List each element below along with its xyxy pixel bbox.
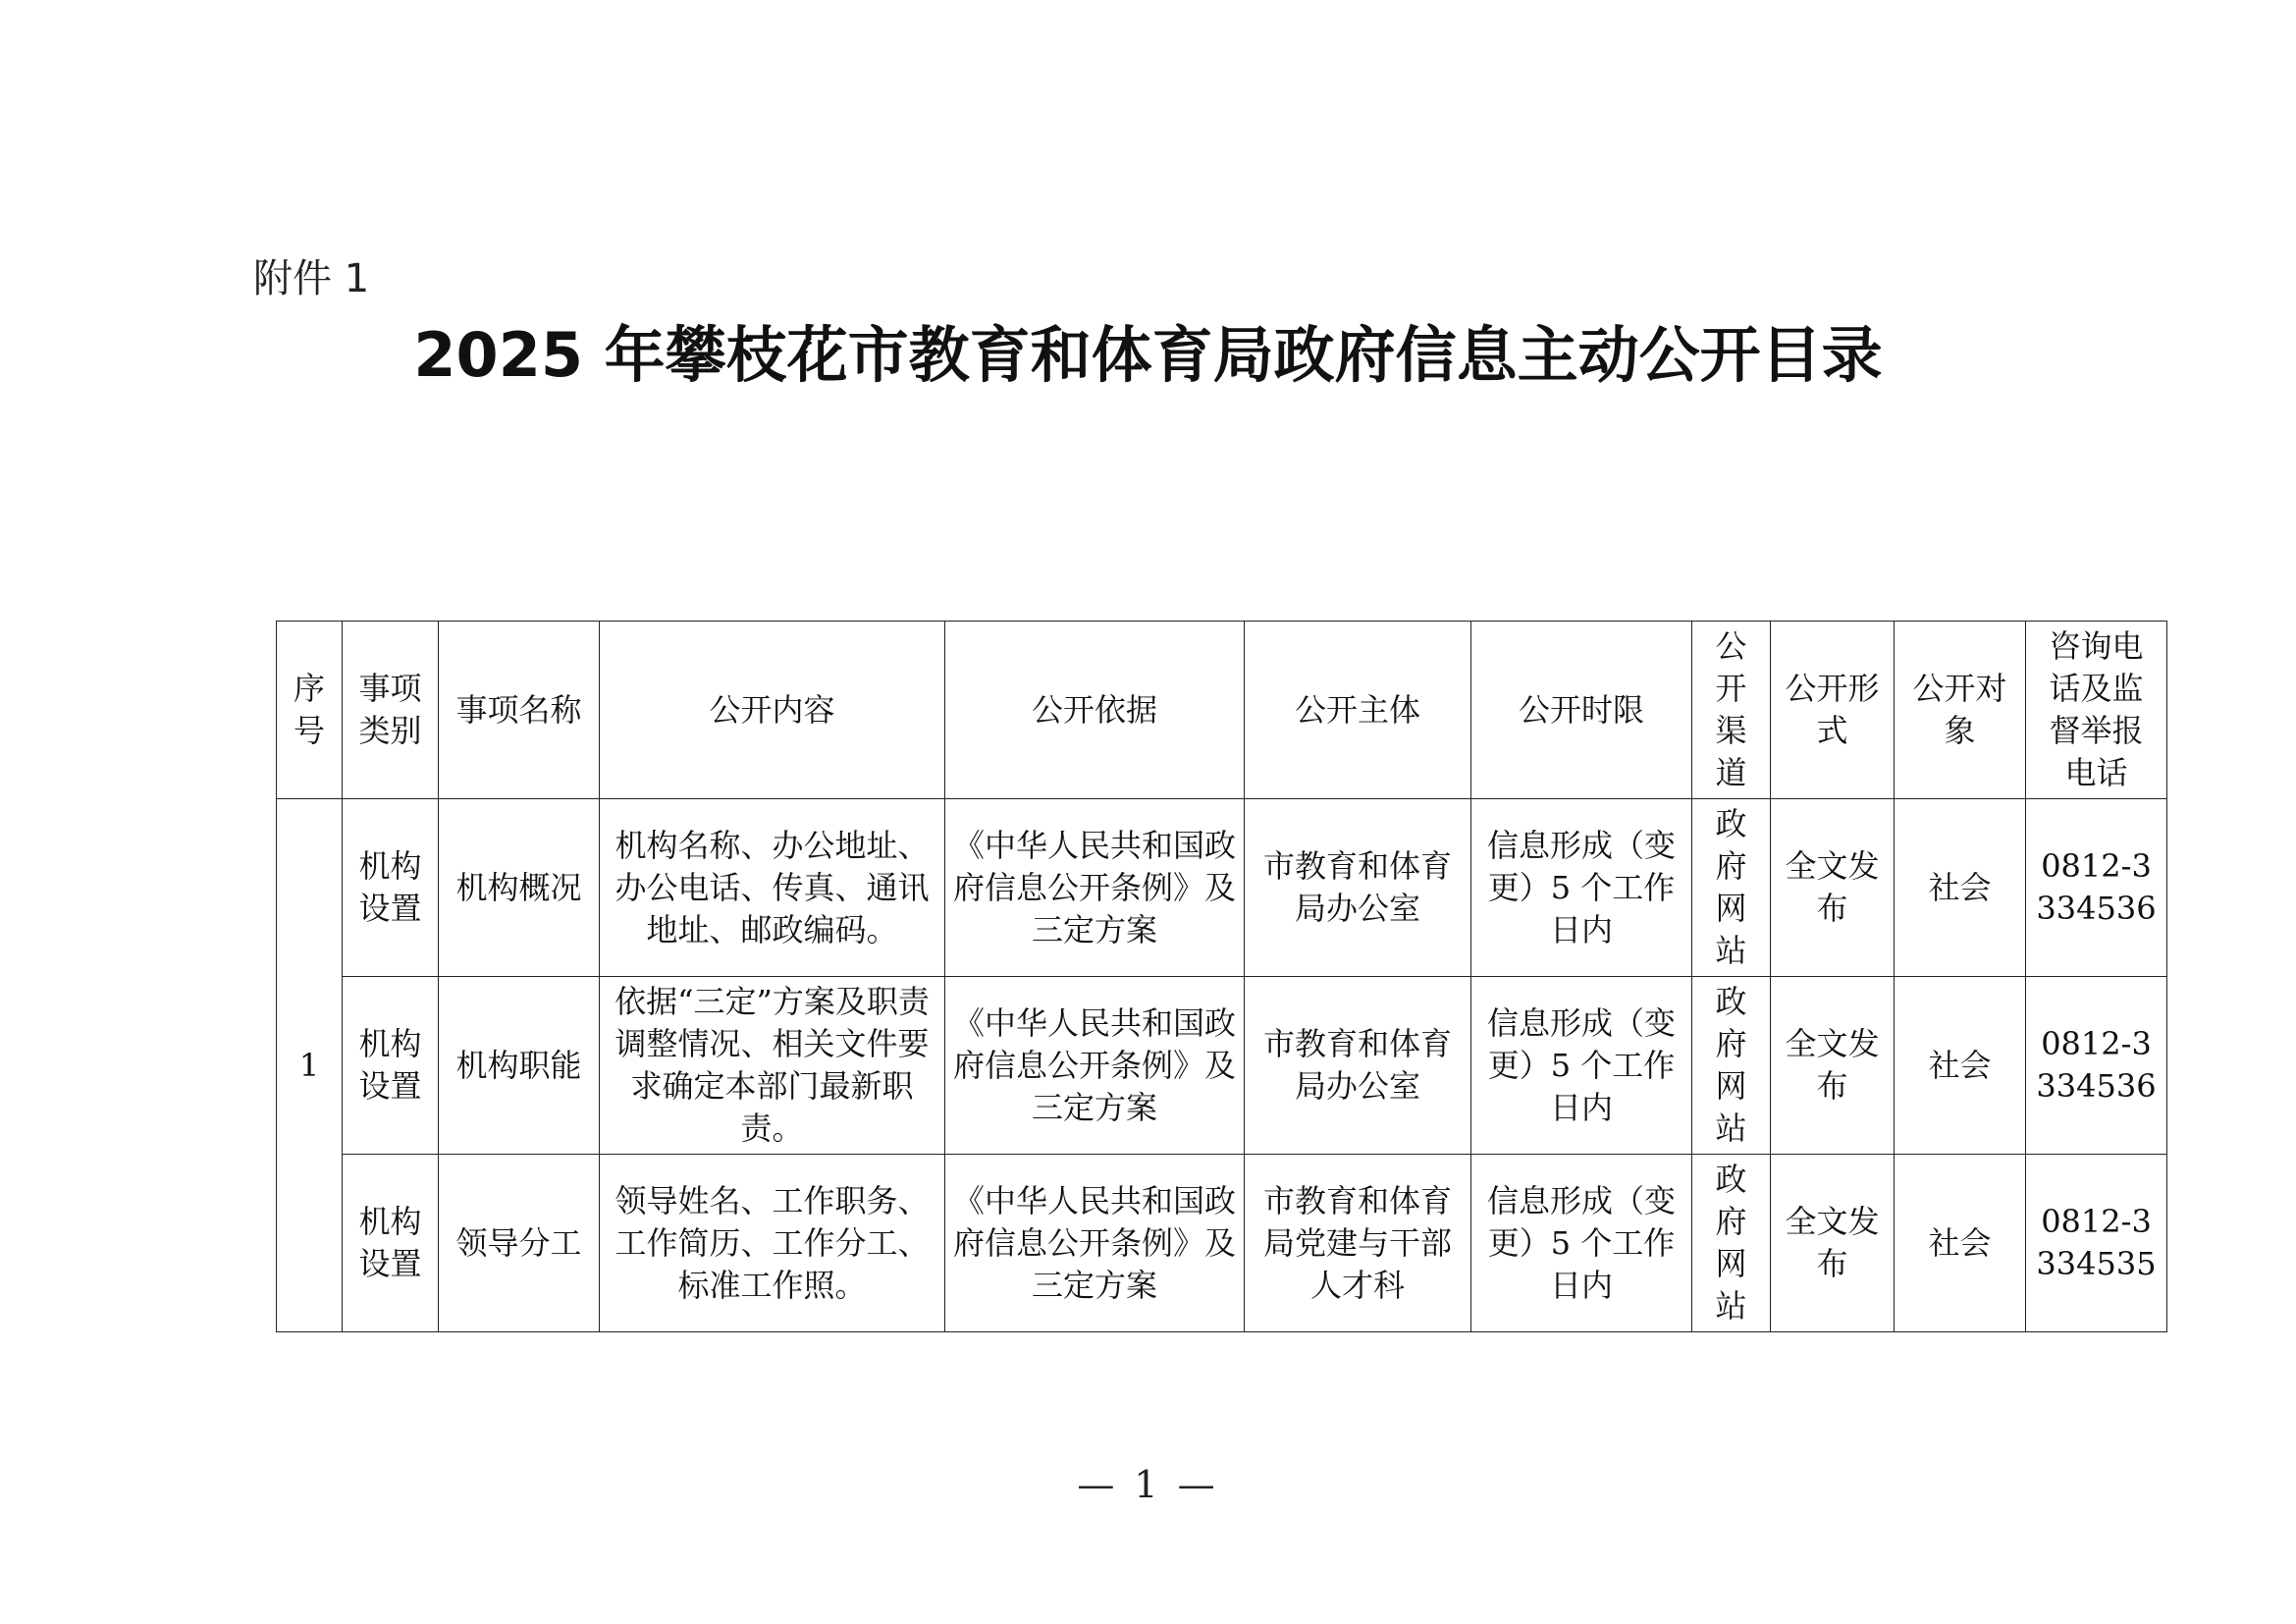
cell-audience: 社会	[1895, 799, 2026, 977]
cell-phone: 0812-3334535	[2026, 1155, 2167, 1332]
cell-subject: 市教育和体育局办公室	[1245, 977, 1471, 1155]
cell-category: 机构设置	[343, 1155, 439, 1332]
cell-item-name: 机构职能	[439, 977, 600, 1155]
table-header-row	[277, 622, 2167, 799]
cell-content: 机构名称、办公地址、办公电话、传真、通讯地址、邮政编码。	[600, 799, 945, 977]
header-category: 事项类别	[343, 622, 439, 799]
page-number: — 1 —	[1077, 1463, 1219, 1506]
cell-seq: 1	[277, 799, 343, 1332]
table-row	[277, 1155, 2167, 1332]
header-form: 公开形式	[1771, 622, 1895, 799]
cell-basis: 《中华人民共和国政府信息公开条例》及三定方案	[945, 1155, 1245, 1332]
header-content: 公开内容	[600, 622, 945, 799]
header-item-name: 事项名称	[439, 622, 600, 799]
header-basis: 公开依据	[945, 622, 1245, 799]
cell-time-limit: 信息形成（变更）5 个工作日内	[1471, 1155, 1692, 1332]
cell-subject: 市教育和体育局党建与干部人才科	[1245, 1155, 1471, 1332]
header-time-limit: 公开时限	[1471, 622, 1692, 799]
cell-subject: 市教育和体育局办公室	[1245, 799, 1471, 977]
cell-item-name: 机构概况	[439, 799, 600, 977]
cell-form: 全文发布	[1771, 799, 1895, 977]
cell-category: 机构设置	[343, 977, 439, 1155]
cell-content: 依据“三定”方案及职责调整情况、相关文件要求确定本部门最新职责。	[600, 977, 945, 1155]
cell-form: 全文发布	[1771, 977, 1895, 1155]
header-phone: 咨询电话及监督举报电话	[2026, 622, 2167, 799]
cell-channel: 政府网站	[1692, 1155, 1771, 1332]
cell-form: 全文发布	[1771, 1155, 1895, 1332]
cell-time-limit: 信息形成（变更）5 个工作日内	[1471, 977, 1692, 1155]
cell-category: 机构设置	[343, 799, 439, 977]
cell-audience: 社会	[1895, 1155, 2026, 1332]
table-row	[277, 799, 2167, 977]
header-subject: 公开主体	[1245, 622, 1471, 799]
cell-time-limit: 信息形成（变更）5 个工作日内	[1471, 799, 1692, 977]
cell-phone: 0812-3334536	[2026, 977, 2167, 1155]
cell-channel: 政府网站	[1692, 799, 1771, 977]
disclosure-catalog-table	[276, 621, 2167, 1332]
annex-label: 附件 1	[253, 256, 370, 301]
cell-audience: 社会	[1895, 977, 2026, 1155]
cell-item-name: 领导分工	[439, 1155, 600, 1332]
table-row	[277, 977, 2167, 1155]
document-title: 2025 年攀枝花市教育和体育局政府信息主动公开目录	[413, 319, 1883, 391]
header-audience: 公开对象	[1895, 622, 2026, 799]
header-channel: 公开渠道	[1692, 622, 1771, 799]
cell-basis: 《中华人民共和国政府信息公开条例》及三定方案	[945, 977, 1245, 1155]
header-seq: 序号	[277, 622, 343, 799]
cell-channel: 政府网站	[1692, 977, 1771, 1155]
cell-phone: 0812-3334536	[2026, 799, 2167, 977]
cell-content: 领导姓名、工作职务、工作简历、工作分工、标准工作照。	[600, 1155, 945, 1332]
cell-basis: 《中华人民共和国政府信息公开条例》及三定方案	[945, 799, 1245, 977]
